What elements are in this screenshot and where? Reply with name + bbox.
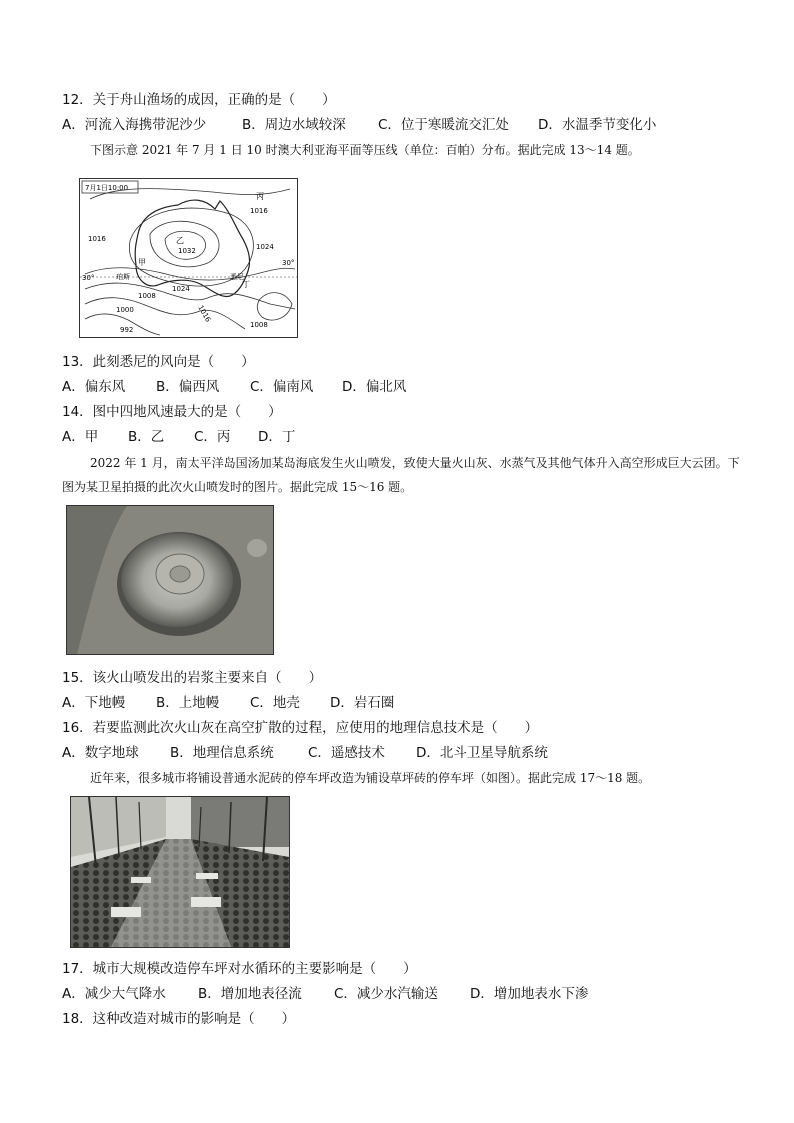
- question-12-stem: 12．关于舟山渔场的成因，正确的是（ ）: [62, 92, 336, 108]
- question-16-options: [62, 744, 548, 762]
- q13-option-b: B．偏西风: [156, 379, 220, 395]
- q17-option-a: A．减少大气降水: [62, 986, 166, 1002]
- q12-option-c: C．位于寒暖流交汇处: [378, 117, 509, 133]
- q14-option-b: B．乙: [128, 429, 165, 445]
- q13-option-c: C．偏南风: [250, 379, 314, 395]
- place-label-yi: 乙: [176, 236, 184, 245]
- parking-drawing: [71, 797, 289, 947]
- question-18-stem: 18．这种改造对城市的影响是（ ）: [62, 1011, 296, 1027]
- isobar-label: 1016: [196, 304, 213, 324]
- q13-option-a: A．偏东风: [62, 379, 126, 395]
- isobar-label: 1032: [178, 247, 196, 255]
- grass-brick-parking-photo: [70, 796, 290, 948]
- q13-option-d: D．偏北风: [342, 379, 407, 395]
- q15-option-b: B．上地幔: [156, 695, 220, 711]
- isobar-label: 1000: [116, 306, 134, 314]
- isobar-map-drawing: [80, 179, 297, 337]
- isobar-map: [79, 178, 298, 338]
- intro-13-14: 下图示意 2021 年 7 月 1 日 10 时澳大利亚海平面等压线（单位：百帕）分布。据此完成 13～14 题。: [90, 143, 640, 157]
- q14-option-c: C．丙: [194, 429, 231, 445]
- volcano-drawing: [67, 506, 273, 654]
- question-15-options: [62, 694, 394, 712]
- q15-option-a: A．下地幔: [62, 695, 126, 711]
- q16-option-c: C．遥感技术: [308, 745, 385, 761]
- place-label-jia: 甲: [138, 258, 146, 267]
- q16-option-b: B．地理信息系统: [170, 745, 274, 761]
- q16-option-a: A．数字地球: [62, 745, 139, 761]
- place-label-sydney: 悉尼: [230, 273, 244, 281]
- q15-option-c: C．地壳: [250, 695, 300, 711]
- latitude-label-left: 30°: [82, 274, 95, 282]
- place-label-perth: 珀斯: [116, 273, 130, 281]
- q17-option-d: D．增加地表水下渗: [470, 986, 589, 1002]
- isobar-label: 1024: [256, 243, 274, 251]
- isobar-label: 1016: [88, 235, 106, 243]
- q17-option-c: C．减少水汽输送: [334, 986, 438, 1002]
- question-15-stem: 15．该火山喷发出的岩浆主要来自（ ）: [62, 670, 323, 686]
- volcano-satellite-image: [66, 505, 274, 655]
- isobar-label: 1024: [172, 285, 190, 293]
- question-13-stem: 13．此刻悉尼的风向是（ ）: [62, 354, 255, 370]
- intro-15-16: 2022 年 1 月，南太平洋岛国汤加某岛海底发生火山喷发，致使大量火山灰、水蒸气及其他气体升入高空形成巨大云团。下图为某卫星拍摄的此次火山喷发时的图片。据此完成 15～16 题。: [62, 456, 740, 494]
- isobar-label: 1008: [250, 321, 268, 329]
- q14-option-d: D．丁: [258, 429, 296, 445]
- question-17-options: [62, 985, 588, 1003]
- question-17-stem: 17．城市大规模改造停车坪对水循环的主要影响是（ ）: [62, 961, 417, 977]
- place-label-bing: 丙: [256, 192, 264, 201]
- isobar-label: 1008: [138, 292, 156, 300]
- q15-option-d: D．岩石圈: [330, 695, 395, 711]
- q12-option-d: D．水温季节变化小: [538, 117, 657, 133]
- question-12-options: [62, 116, 656, 134]
- q12-option-a: A．河流入海携带泥沙少: [62, 117, 207, 133]
- question-13-options: [62, 378, 406, 396]
- q12-option-b: B．周边水域较深: [242, 117, 346, 133]
- question-16-stem: 16．若要监测此次火山灰在高空扩散的过程，应使用的地理信息技术是（ ）: [62, 720, 539, 736]
- latitude-label-right: 30°: [282, 259, 295, 267]
- q17-option-b: B．增加地表径流: [198, 986, 302, 1002]
- q14-option-a: A．甲: [62, 429, 99, 445]
- isobar-label: 992: [120, 326, 134, 334]
- question-14-options: [62, 428, 295, 446]
- map-date-label: 7月1日10:00: [85, 184, 129, 192]
- question-14-stem: 14．图中四地风速最大的是（ ）: [62, 404, 282, 420]
- q16-option-d: D．北斗卫星导航系统: [416, 745, 548, 761]
- intro-17-18: 近年来，很多城市将铺设普通水泥砖的停车坪改造为铺设草坪砖的停车坪（如图）。据此完成 17～18 题。: [90, 771, 651, 785]
- isobar-label: 1016: [250, 207, 268, 215]
- place-label-ding: 丁: [242, 280, 250, 289]
